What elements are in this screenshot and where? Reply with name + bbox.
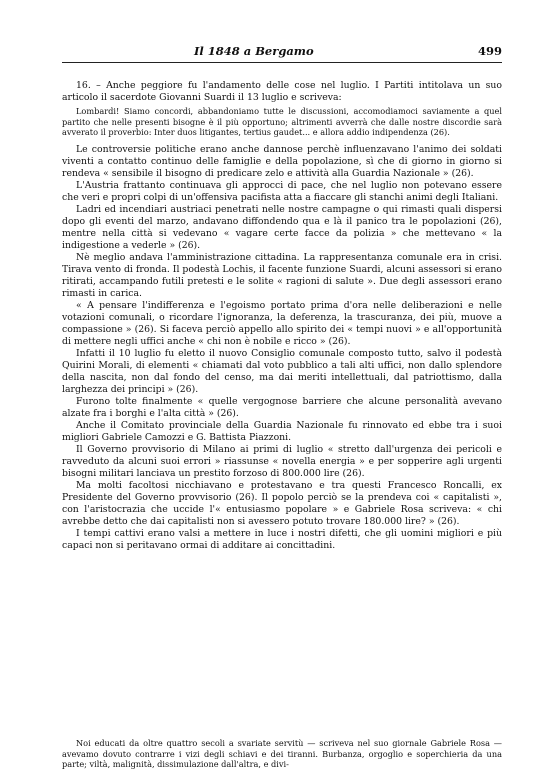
paragraph: L'Austria frattanto continuava gli approcci di pace, che nel luglio non potevano essere che veri e propri colpi di un'offensiva pacifista atta a fiaccare gli stanchi animi degli Italiani. [62, 179, 502, 203]
paragraph: Infatti il 10 luglio fu eletto il nuovo Consiglio comunale composto tutto, salvo il podestà Quirini Morali, di elementi « chiamati dal voto pubblico a tali alti uffici, non dallo splendore della nascita, non dal fondo del censo, ma dai meriti intellettuali, dal patriottismo, dalla larghezza dei principi » (26). [62, 347, 502, 395]
paragraph: Ma molti facoltosi nicchiavano e protestavano e tra questi Francesco Roncalli, ex Presidente del Governo provvisorio (26). Il popolo perciò se la prendeva coi « capitalisti », con l'aristocrazia che uccide l'« entusiasmo popolare » e Gabriele Rosa scriveva: « chi avrebbe detto che dai capitalisti non si avessero potuto trovare 180.000 lire? » (26). [62, 479, 502, 527]
paragraph: Il Governo provvisorio di Milano ai primi di luglio « stretto dall'urgenza dei pericoli e ravveduto da alcuni suoi errori » riassunse « novella energia » e per sopperire agli urgenti bisogni militari lanciava un prestito forzoso di 800.000 lire (26). [62, 443, 502, 479]
header-rule [62, 62, 502, 63]
body-text [62, 80, 502, 552]
paragraph: Furono tolte finalmente « quelle vergognose barriere che alcune personalità avevano alzate fra i borghi e l'alta città » (26). [62, 395, 502, 419]
paragraph: I tempi cattivi erano valsi a mettere in luce i nostri difetti, che gli uomini migliori e più capaci non si peritavano ormai di additare ai concittadini. [62, 527, 502, 551]
paragraph: Le controversie politiche erano anche dannose perchè influenzavano l'animo dei soldati viventi a contatto continuo delle famiglie e della popolazione, sì che di giorno in giorno si rendeva « sensibile il bisogno di predicare zelo e attività alla Guardia Nazionale » (26). [62, 143, 502, 179]
running-title: Il 1848 a Bergamo [194, 44, 314, 58]
paragraph: Nè meglio andava l'amministrazione cittadina. La rappresentanza comunale era in crisi. Tirava vento di fronda. Il podestà Lochis, il facente funzione Suardi, alcuni assessori si erano ritirati, accampando futili pretesti e le solite « ragioni di salute ». Due degli assessori erano rimasti in carica. [62, 251, 502, 299]
paragraph: Anche il Comitato provinciale della Guardia Nazionale fu rinnovato ed ebbe tra i suoi migliori Gabriele Camozzi e G. Battista Piazzoni. [62, 419, 502, 443]
footnote-text: Noi educati da oltre quattro secoli a svariate servitù — scriveva nel suo giornale Gabriele Rosa — avevamo dovuto contrarre i vizi degli schiavi e dei tiranni. Burbanza, orgoglio e soperchieria da una parte; viltà, malignità, dissimulazione dall'altra, e divi- [62, 738, 502, 770]
paragraph-section-16: 16. – Anche peggiore fu l'andamento delle cose nel luglio. I Partiti intitolava un suo articolo il sacerdote Giovanni Suardi il 13 luglio e scriveva: [62, 80, 502, 103]
page-number: 499 [477, 44, 502, 58]
footnote [62, 738, 502, 770]
paragraph: « A pensare l'indifferenza e l'egoismo portato prima d'ora nelle deliberazioni e nelle votazioni comunali, o ricordare l'ignoranza, la deferenza, la trascuranza, dei più, muove a compassione » (26). Si faceva perciò appello allo spirito dei « tempi nuovi » e all'opportunità di mettere negli uffici anche « chi non è nobile e ricco » (26). [62, 299, 502, 347]
page-header [62, 44, 502, 58]
paragraph: Ladri ed incendiari austriaci penetrati nelle nostre campagne o qui rimasti quali dispersi dopo gli eventi del marzo, andavano diffondendo qua e là il panico tra le popolazioni (26), mentre nella città si vedevano « vagare certe facce da polizia » che mettevano « la indigestione a vederle » (26). [62, 203, 502, 251]
quoted-passage: Lombardi! Siamo concordi, abbandoniamo tutte le discussioni, accomodiamoci saviamente a quel partito che nelle presenti bisogne è il più opportuno; altrimenti avverrà che dalle nostre discordie sarà avverato il proverbio: Inter duos litigantes, tertius gaudet... e allora addio indipendenza (26). [62, 106, 502, 138]
